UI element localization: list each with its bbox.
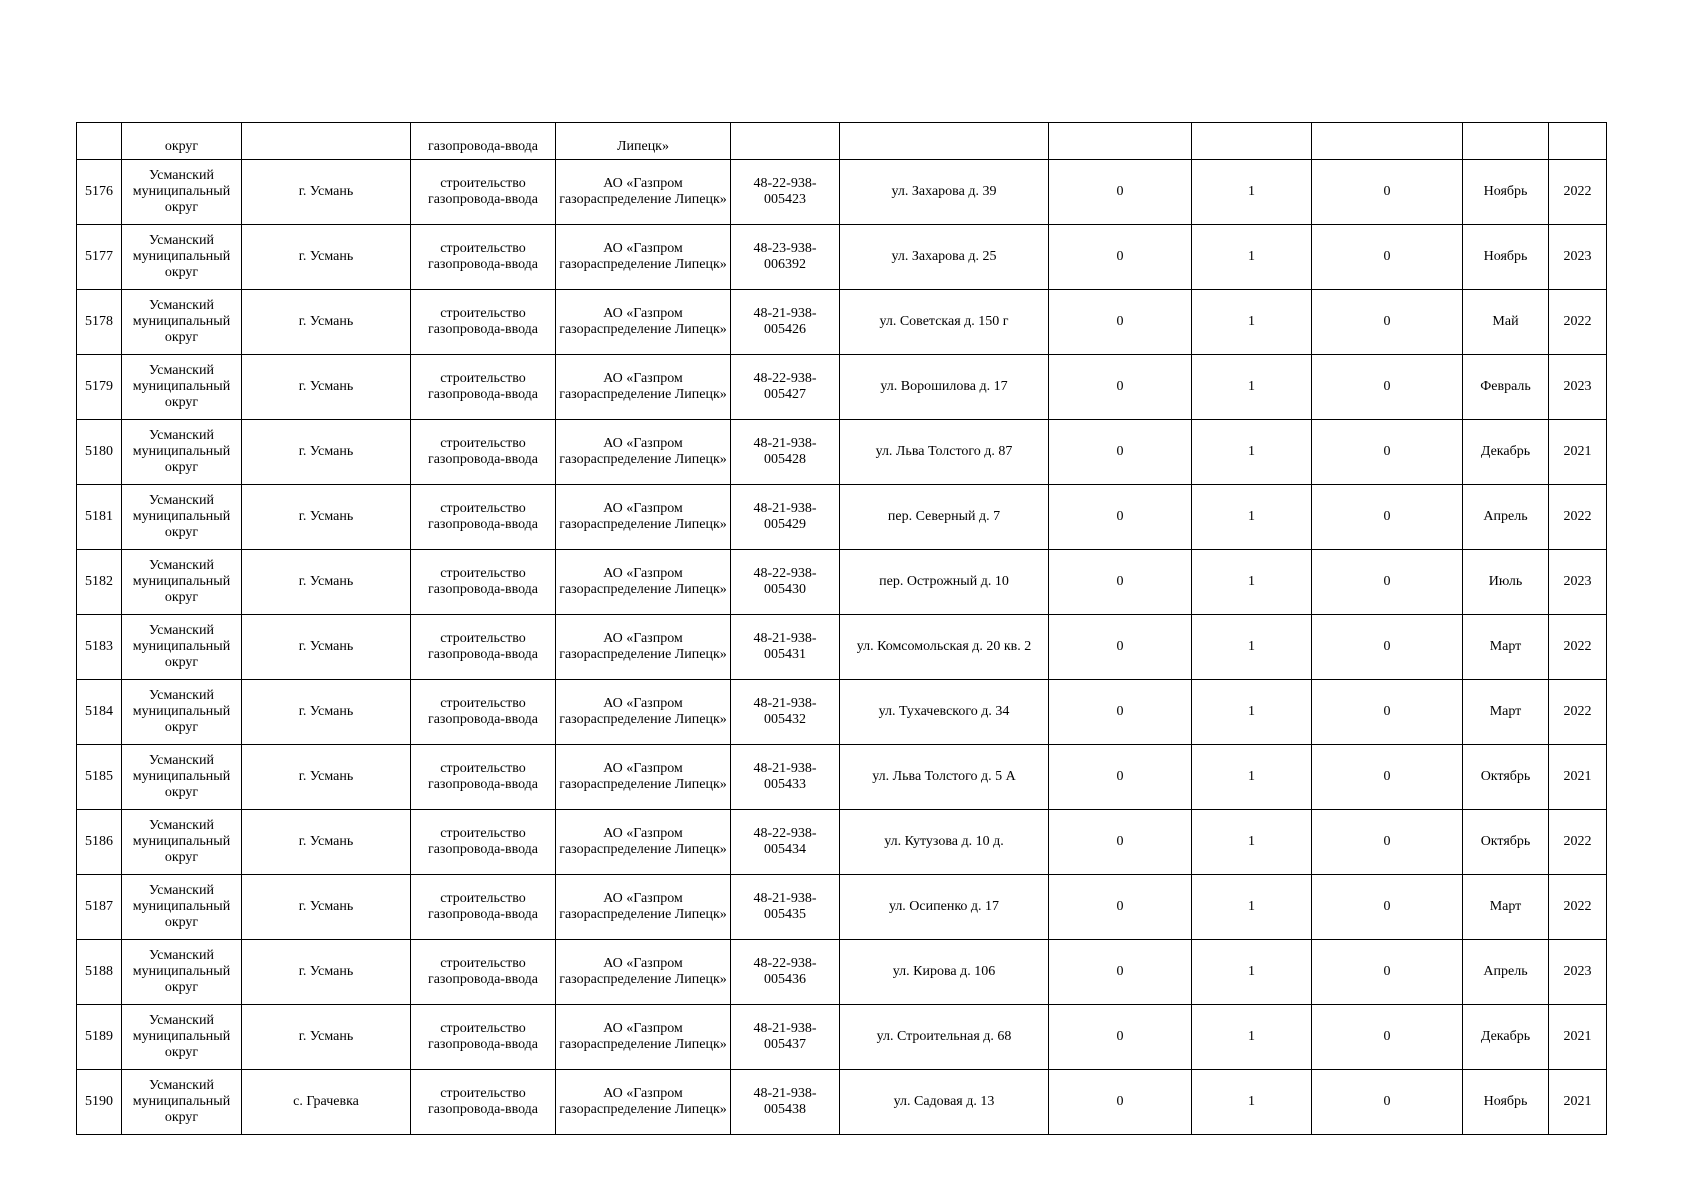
cell-locality: г. Усмань	[242, 550, 411, 615]
cell-count-2: 1	[1192, 875, 1312, 940]
cell-district: Усманский муниципальный округ	[122, 225, 242, 290]
cell-month: Октябрь	[1463, 810, 1549, 875]
cell-work: строительство газопровода-ввода	[411, 680, 556, 745]
cell-count-1: 0	[1049, 355, 1192, 420]
cell-address: ул. Захарова д. 25	[840, 225, 1049, 290]
cell-org: АО «Газпром газораспределение Липецк»	[556, 680, 731, 745]
cell-num: 5188	[77, 940, 122, 1005]
cell-count-3: 0	[1312, 875, 1463, 940]
cell-locality	[242, 123, 411, 160]
cell-locality: г. Усмань	[242, 680, 411, 745]
table-row	[77, 615, 1607, 680]
cell-work: газопровода-ввода	[411, 123, 556, 160]
cell-count-1: 0	[1049, 745, 1192, 810]
cell-locality: г. Усмань	[242, 1005, 411, 1070]
cell-work: строительство газопровода-ввода	[411, 420, 556, 485]
cell-org: Липецк»	[556, 123, 731, 160]
cell-year: 2021	[1549, 420, 1607, 485]
cell-count-2: 1	[1192, 355, 1312, 420]
table-row	[77, 1070, 1607, 1135]
cell-count-2: 1	[1192, 810, 1312, 875]
cell-month: Октябрь	[1463, 745, 1549, 810]
cell-locality: г. Усмань	[242, 940, 411, 1005]
cell-address: ул. Льва Толстого д. 87	[840, 420, 1049, 485]
cell-num: 5180	[77, 420, 122, 485]
cell-code: 48-22-938-005423	[731, 160, 840, 225]
cell-locality: с. Грачевка	[242, 1070, 411, 1135]
cell-month: Март	[1463, 680, 1549, 745]
cell-address: пер. Острожный д. 10	[840, 550, 1049, 615]
cell-district: Усманский муниципальный округ	[122, 745, 242, 810]
cell-locality: г. Усмань	[242, 290, 411, 355]
cell-count-1: 0	[1049, 875, 1192, 940]
cell-code	[731, 123, 840, 160]
cell-address	[840, 123, 1049, 160]
cell-org: АО «Газпром газораспределение Липецк»	[556, 290, 731, 355]
cell-work: строительство газопровода-ввода	[411, 615, 556, 680]
cell-district: Усманский муниципальный округ	[122, 420, 242, 485]
cell-year: 2022	[1549, 160, 1607, 225]
cell-count-3: 0	[1312, 290, 1463, 355]
cell-year: 2022	[1549, 875, 1607, 940]
table-row	[77, 225, 1607, 290]
cell-district: Усманский муниципальный округ	[122, 485, 242, 550]
cell-code: 48-23-938-006392	[731, 225, 840, 290]
table-row	[77, 420, 1607, 485]
cell-month: Февраль	[1463, 355, 1549, 420]
cell-count-3: 0	[1312, 420, 1463, 485]
cell-count-1: 0	[1049, 680, 1192, 745]
cell-count-1: 0	[1049, 550, 1192, 615]
cell-work: строительство газопровода-ввода	[411, 745, 556, 810]
cell-org: АО «Газпром газораспределение Липецк»	[556, 485, 731, 550]
table-row	[77, 875, 1607, 940]
cell-district: Усманский муниципальный округ	[122, 1070, 242, 1135]
cell-locality: г. Усмань	[242, 420, 411, 485]
cell-month: Апрель	[1463, 485, 1549, 550]
cell-count-3: 0	[1312, 615, 1463, 680]
cell-district: Усманский муниципальный округ	[122, 550, 242, 615]
cell-count-1: 0	[1049, 225, 1192, 290]
cell-count-3: 0	[1312, 1070, 1463, 1135]
cell-count-2: 1	[1192, 420, 1312, 485]
cell-year: 2021	[1549, 745, 1607, 810]
cell-district: Усманский муниципальный округ	[122, 940, 242, 1005]
cell-month: Март	[1463, 875, 1549, 940]
cell-org: АО «Газпром газораспределение Липецк»	[556, 810, 731, 875]
cell-year: 2023	[1549, 940, 1607, 1005]
cell-address: ул. Кирова д. 106	[840, 940, 1049, 1005]
cell-count-1: 0	[1049, 290, 1192, 355]
cell-num: 5189	[77, 1005, 122, 1070]
cell-code: 48-21-938-005437	[731, 1005, 840, 1070]
cell-code: 48-21-938-005431	[731, 615, 840, 680]
cell-year: 2021	[1549, 1005, 1607, 1070]
cell-org: АО «Газпром газораспределение Липецк»	[556, 355, 731, 420]
cell-org: АО «Газпром газораспределение Липецк»	[556, 225, 731, 290]
cell-address: пер. Северный д. 7	[840, 485, 1049, 550]
cell-org: АО «Газпром газораспределение Липецк»	[556, 940, 731, 1005]
cell-count-3: 0	[1312, 550, 1463, 615]
cell-org: АО «Газпром газораспределение Липецк»	[556, 615, 731, 680]
cell-locality: г. Усмань	[242, 225, 411, 290]
cell-code: 48-22-938-005434	[731, 810, 840, 875]
table-row-continued	[77, 123, 1607, 160]
cell-count-3: 0	[1312, 745, 1463, 810]
cell-year: 2022	[1549, 810, 1607, 875]
cell-locality: г. Усмань	[242, 615, 411, 680]
cell-count-1: 0	[1049, 940, 1192, 1005]
cell-address: ул. Льва Толстого д. 5 А	[840, 745, 1049, 810]
cell-count-2: 1	[1192, 615, 1312, 680]
cell-num: 5190	[77, 1070, 122, 1135]
cell-org: АО «Газпром газораспределение Липецк»	[556, 745, 731, 810]
cell-count-3: 0	[1312, 355, 1463, 420]
cell-count-1: 0	[1049, 1005, 1192, 1070]
cell-month: Июль	[1463, 550, 1549, 615]
cell-count-1: 0	[1049, 485, 1192, 550]
cell-num: 5183	[77, 615, 122, 680]
table-row	[77, 940, 1607, 1005]
cell-locality: г. Усмань	[242, 810, 411, 875]
cell-count-3	[1312, 123, 1463, 160]
cell-locality: г. Усмань	[242, 745, 411, 810]
cell-org: АО «Газпром газораспределение Липецк»	[556, 420, 731, 485]
cell-org: АО «Газпром газораспределение Липецк»	[556, 875, 731, 940]
cell-num: 5176	[77, 160, 122, 225]
cell-count-3: 0	[1312, 810, 1463, 875]
cell-num: 5187	[77, 875, 122, 940]
cell-address: ул. Садовая д. 13	[840, 1070, 1049, 1135]
cell-year: 2023	[1549, 550, 1607, 615]
cell-address: ул. Кутузова д. 10 д.	[840, 810, 1049, 875]
cell-num: 5179	[77, 355, 122, 420]
table-row	[77, 745, 1607, 810]
cell-code: 48-22-938-005430	[731, 550, 840, 615]
cell-count-3: 0	[1312, 680, 1463, 745]
cell-address: ул. Захарова д. 39	[840, 160, 1049, 225]
cell-month	[1463, 123, 1549, 160]
cell-district: Усманский муниципальный округ	[122, 355, 242, 420]
cell-work: строительство газопровода-ввода	[411, 225, 556, 290]
cell-address: ул. Строительная д. 68	[840, 1005, 1049, 1070]
cell-code: 48-21-938-005438	[731, 1070, 840, 1135]
cell-count-2: 1	[1192, 1070, 1312, 1135]
table-row	[77, 680, 1607, 745]
cell-count-2: 1	[1192, 940, 1312, 1005]
cell-work: строительство газопровода-ввода	[411, 550, 556, 615]
cell-work: строительство газопровода-ввода	[411, 485, 556, 550]
cell-code: 48-21-938-005428	[731, 420, 840, 485]
cell-count-3: 0	[1312, 225, 1463, 290]
cell-count-3: 0	[1312, 485, 1463, 550]
cell-count-2: 1	[1192, 485, 1312, 550]
cell-org: АО «Газпром газораспределение Липецк»	[556, 1070, 731, 1135]
cell-year: 2021	[1549, 1070, 1607, 1135]
cell-locality: г. Усмань	[242, 355, 411, 420]
cell-district: Усманский муниципальный округ	[122, 290, 242, 355]
cell-district: Усманский муниципальный округ	[122, 160, 242, 225]
cell-district: Усманский муниципальный округ	[122, 680, 242, 745]
cell-count-3: 0	[1312, 160, 1463, 225]
cell-count-2: 1	[1192, 225, 1312, 290]
cell-locality: г. Усмань	[242, 160, 411, 225]
cell-work: строительство газопровода-ввода	[411, 875, 556, 940]
cell-work: строительство газопровода-ввода	[411, 1070, 556, 1135]
cell-work: строительство газопровода-ввода	[411, 810, 556, 875]
cell-year: 2022	[1549, 290, 1607, 355]
cell-locality: г. Усмань	[242, 485, 411, 550]
cell-code: 48-22-938-005436	[731, 940, 840, 1005]
cell-address: ул. Ворошилова д. 17	[840, 355, 1049, 420]
cell-work: строительство газопровода-ввода	[411, 1005, 556, 1070]
cell-num	[77, 123, 122, 160]
cell-code: 48-21-938-005426	[731, 290, 840, 355]
cell-address: ул. Советская д. 150 г	[840, 290, 1049, 355]
cell-count-2: 1	[1192, 745, 1312, 810]
cell-code: 48-21-938-005433	[731, 745, 840, 810]
cell-district: Усманский муниципальный округ	[122, 875, 242, 940]
cell-code: 48-21-938-005429	[731, 485, 840, 550]
cell-district: Усманский муниципальный округ	[122, 1005, 242, 1070]
cell-num: 5177	[77, 225, 122, 290]
cell-month: Ноябрь	[1463, 1070, 1549, 1135]
cell-count-2: 1	[1192, 680, 1312, 745]
table-row	[77, 355, 1607, 420]
cell-work: строительство газопровода-ввода	[411, 160, 556, 225]
cell-locality: г. Усмань	[242, 875, 411, 940]
cell-num: 5185	[77, 745, 122, 810]
cell-work: строительство газопровода-ввода	[411, 290, 556, 355]
gasification-schedule-table	[76, 122, 1607, 1135]
cell-year	[1549, 123, 1607, 160]
cell-year: 2023	[1549, 355, 1607, 420]
cell-work: строительство газопровода-ввода	[411, 355, 556, 420]
cell-month: Декабрь	[1463, 1005, 1549, 1070]
table-row	[77, 160, 1607, 225]
cell-year: 2022	[1549, 485, 1607, 550]
cell-address: ул. Комсомольская д. 20 кв. 2	[840, 615, 1049, 680]
cell-count-3: 0	[1312, 1005, 1463, 1070]
cell-count-2: 1	[1192, 160, 1312, 225]
cell-count-3: 0	[1312, 940, 1463, 1005]
cell-year: 2023	[1549, 225, 1607, 290]
cell-year: 2022	[1549, 680, 1607, 745]
cell-district: Усманский муниципальный округ	[122, 615, 242, 680]
cell-count-1	[1049, 123, 1192, 160]
cell-count-1: 0	[1049, 160, 1192, 225]
cell-org: АО «Газпром газораспределение Липецк»	[556, 550, 731, 615]
cell-num: 5186	[77, 810, 122, 875]
cell-org: АО «Газпром газораспределение Липецк»	[556, 160, 731, 225]
cell-org: АО «Газпром газораспределение Липецк»	[556, 1005, 731, 1070]
table-row	[77, 290, 1607, 355]
cell-count-2: 1	[1192, 290, 1312, 355]
table-row	[77, 550, 1607, 615]
cell-count-1: 0	[1049, 420, 1192, 485]
cell-count-1: 0	[1049, 1070, 1192, 1135]
table-row	[77, 485, 1607, 550]
cell-count-2: 1	[1192, 550, 1312, 615]
cell-code: 48-22-938-005427	[731, 355, 840, 420]
cell-work: строительство газопровода-ввода	[411, 940, 556, 1005]
cell-month: Ноябрь	[1463, 160, 1549, 225]
cell-district: округ	[122, 123, 242, 160]
cell-count-2: 1	[1192, 1005, 1312, 1070]
cell-code: 48-21-938-005432	[731, 680, 840, 745]
table-body	[77, 123, 1607, 1135]
cell-num: 5182	[77, 550, 122, 615]
cell-count-1: 0	[1049, 810, 1192, 875]
cell-month: Май	[1463, 290, 1549, 355]
cell-address: ул. Тухачевского д. 34	[840, 680, 1049, 745]
cell-num: 5184	[77, 680, 122, 745]
cell-count-2	[1192, 123, 1312, 160]
cell-num: 5178	[77, 290, 122, 355]
table-row	[77, 1005, 1607, 1070]
cell-num: 5181	[77, 485, 122, 550]
table-row	[77, 810, 1607, 875]
cell-month: Апрель	[1463, 940, 1549, 1005]
cell-address: ул. Осипенко д. 17	[840, 875, 1049, 940]
cell-month: Декабрь	[1463, 420, 1549, 485]
cell-year: 2022	[1549, 615, 1607, 680]
cell-code: 48-21-938-005435	[731, 875, 840, 940]
cell-count-1: 0	[1049, 615, 1192, 680]
cell-district: Усманский муниципальный округ	[122, 810, 242, 875]
cell-month: Март	[1463, 615, 1549, 680]
cell-month: Ноябрь	[1463, 225, 1549, 290]
